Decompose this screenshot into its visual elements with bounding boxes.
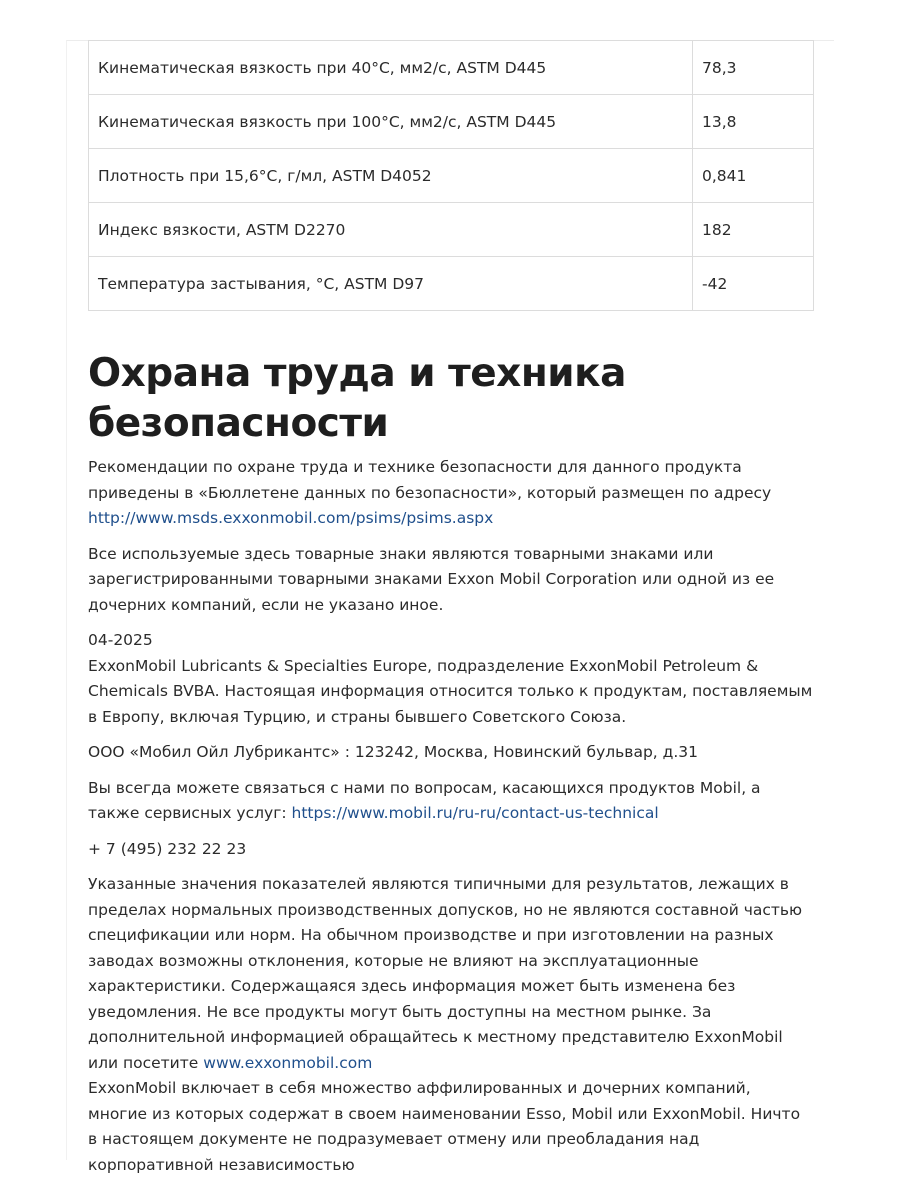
value-cell: 13,8 bbox=[693, 95, 814, 149]
table-row bbox=[89, 257, 814, 311]
table-row bbox=[89, 203, 814, 257]
specs-table bbox=[88, 40, 814, 311]
property-cell: Кинематическая вязкость при 40°C, мм2/с, ASTM D445 bbox=[89, 41, 693, 95]
table-row bbox=[89, 149, 814, 203]
document-date: 04-2025 bbox=[88, 631, 153, 649]
value-cell: 0,841 bbox=[693, 149, 814, 203]
affiliates-text: ExxonMobil включает в себя множество аффилированных и дочерних компаний, многие из которых содержат в своем наименовании Esso, Mobil или ExxonMobil. Ничто в настоящем документе не подразумевает отмену или преобладания над корпоративной независимостью bbox=[88, 1079, 801, 1174]
value-cell: -42 bbox=[693, 257, 814, 311]
property-cell: Плотность при 15,6°C, г/мл, ASTM D4052 bbox=[89, 149, 693, 203]
value-cell: 78,3 bbox=[693, 41, 814, 95]
msds-link[interactable]: http://www.msds.exxonmobil.com/psims/psims.aspx bbox=[88, 509, 494, 527]
contact-paragraph bbox=[88, 776, 814, 827]
trademark-paragraph: Все используемые здесь товарные знаки являются товарными знаками или зарегистрированными товарными знаками Exxon Mobil Corporation или одной из ее дочерних компаний, если не указано иное. bbox=[88, 544, 775, 614]
property-cell: Температура застывания, °C, ASTM D97 bbox=[89, 257, 693, 311]
sds-text: Рекомендации по охране труда и технике безопасности для данного продукта приведены в «Бюллетене данных по безопасности», который размещен по адресу bbox=[88, 458, 772, 502]
table-row bbox=[89, 41, 814, 95]
section-title-line2: безопасности bbox=[88, 401, 389, 446]
document-content bbox=[88, 40, 814, 1178]
section-title-line1: Охрана труда и техника bbox=[88, 351, 626, 396]
disclaimer-text: Указанные значения показателей являются типичными для результатов, лежащих в пределах нормальных производственных допусков, но не являются составной частью спецификации или норм. На обычном производстве и при изготовлении на разных заводах возможны отклонения, которые не влияют на эксплуатационные характеристики. Содержащаяся здесь информация может быть изменена без уведомления. Не все продукты могут быть доступны на местном рынке. За дополнительной информацией обращайтесь к местному представителю ExxonMobil или посетите bbox=[88, 875, 803, 1072]
property-cell: Кинематическая вязкость при 100°C, мм2/с, ASTM D445 bbox=[89, 95, 693, 149]
contact-text: Вы всегда можете связаться с нами по вопросам, касающихся продуктов Mobil, а также сервисных услуг: bbox=[88, 778, 761, 822]
value-cell: 182 bbox=[693, 203, 814, 257]
disclaimer-paragraph bbox=[88, 872, 814, 1178]
address-paragraph: ООО «Мобил Ойл Лубрикантс» : 123242, Москва, Новинский бульвар, д.31 bbox=[88, 743, 699, 761]
date-company-paragraph bbox=[88, 628, 814, 730]
table-row bbox=[89, 95, 814, 149]
exxonmobil-link[interactable]: www.exxonmobil.com bbox=[203, 1053, 373, 1072]
contact-link[interactable]: https://www.mobil.ru/ru-ru/contact-us-technical bbox=[291, 804, 659, 822]
section-title bbox=[88, 349, 814, 449]
property-cell: Индекс вязкости, ASTM D2270 bbox=[89, 203, 693, 257]
company-info: ExxonMobil Lubricants & Specialties Europe, подразделение ExxonMobil Petroleum & Chemicals BVBA. Настоящая информация относится только к продуктам, поставляемым в Европу, включая Турцию, и страны бывшего Советского Союза. bbox=[88, 656, 813, 726]
sds-paragraph bbox=[88, 455, 814, 532]
phone-number: + 7 (495) 232 22 23 bbox=[88, 839, 247, 858]
